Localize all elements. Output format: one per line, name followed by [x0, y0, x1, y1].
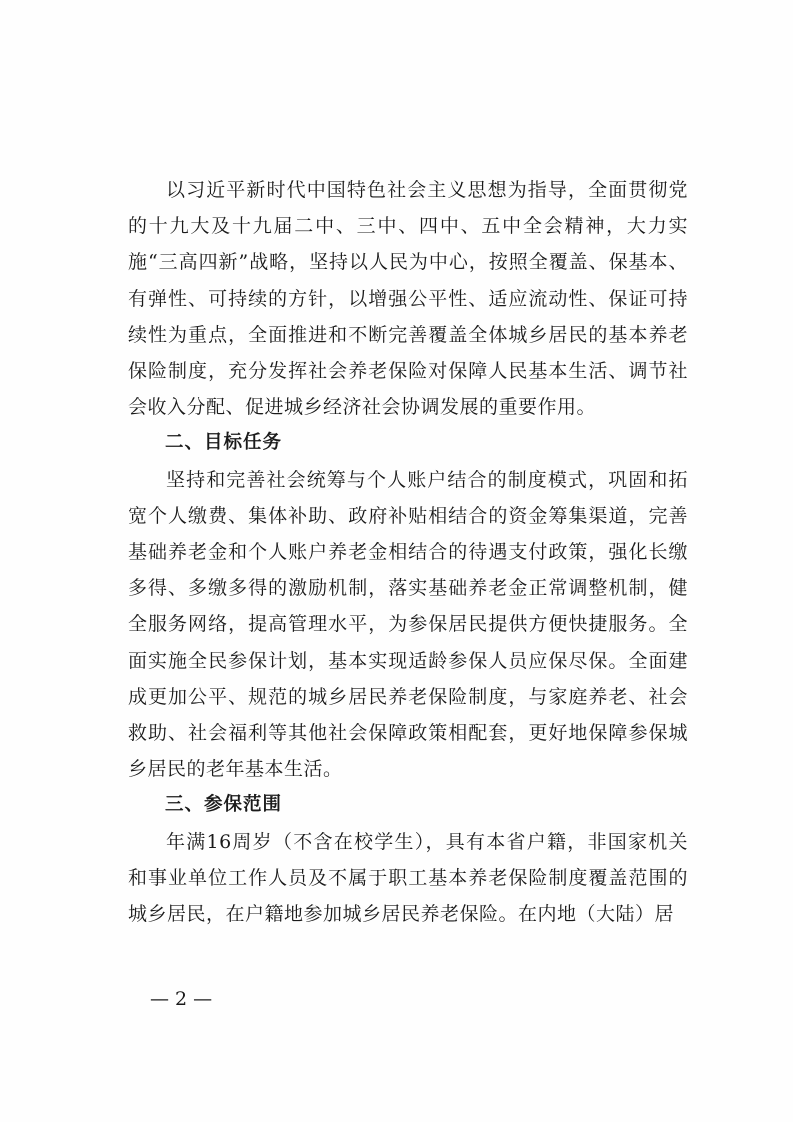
- section-heading-goals: 二、目标任务: [165, 432, 283, 454]
- document-body: [128, 172, 688, 932]
- paragraph-coverage: 年满16周岁（不含在校学生），具有本省户籍，非国家机关和事业单位工作人员及不属于职工基本养老保险制度覆盖范围的城乡居民，在户籍地参加城乡居民养老保险。在内地（大陆）居: [128, 830, 688, 926]
- page-number: — 2 —: [150, 988, 213, 1010]
- paragraph-guiding-ideology: 以习近平新时代中国特色社会主义思想为指导，全面贯彻党的十九大及十九届二中、三中、四中、五中全会精神，大力实施“三高四新”战略，坚持以人民为中心，按照全覆盖、保基本、有弹性、可持续的方针，以增强公平性、适应流动性、保证可持续性为重点，全面推进和不断完善覆盖全体城乡居民的基本养老保险制度，充分发挥社会养老保险对保障人民基本生活、调节社会收入分配、促进城乡经济社会协调发展的重要作用。: [128, 179, 688, 419]
- paragraph-goals: 坚持和完善社会统筹与个人账户结合的制度模式，巩固和拓宽个人缴费、集体补助、政府补贴相结合的资金筹集渠道，完善基础养老金和个人账户养老金相结合的待遇支付政策，强化长缴多得、多缴多得的激励机制，落实基础养老金正常调整机制，健全服务网络，提高管理水平，为参保居民提供方便快捷服务。全面实施全民参保计划，基本实现适龄参保人员应保尽保。全面建成更加公平、规范的城乡居民养老保险制度，与家庭养老、社会救助、社会福利等其他社会保障政策相配套，更好地保障参保城乡居民的老年基本生活。: [128, 468, 688, 781]
- section-heading-coverage: 三、参保范围: [165, 794, 283, 816]
